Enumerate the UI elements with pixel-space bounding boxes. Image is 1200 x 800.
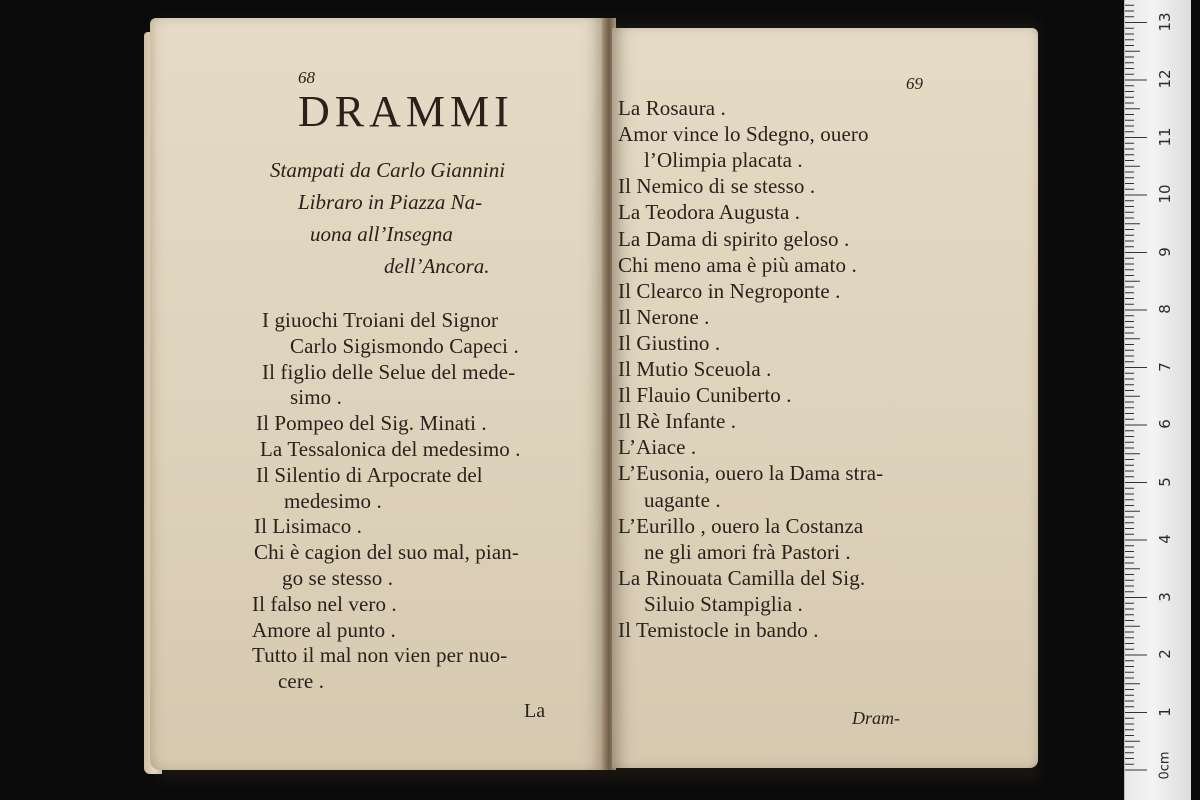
left-page: [150, 18, 605, 770]
entry-line: simo .: [290, 385, 342, 410]
entry-line: ne gli amori frà Pastori .: [644, 539, 851, 564]
ruler-number: 6: [1156, 419, 1174, 429]
measuring-ruler: [1124, 0, 1191, 800]
entry-line: uagante .: [644, 487, 721, 512]
entry-line: Il Lisimaco .: [254, 514, 363, 539]
entry-line: Il falso nel vero .: [252, 591, 397, 616]
imprint-line: Libraro in Piazza Na-: [298, 190, 483, 214]
open-book: [150, 10, 1042, 780]
ruler-number: 9: [1156, 246, 1174, 257]
entry-line: Chi è cagion del suo mal, pian-: [254, 540, 519, 565]
page-number-right: 69: [906, 74, 923, 93]
ruler-number: 2: [1156, 649, 1174, 659]
ruler-number: 8: [1156, 304, 1174, 314]
imprint-line: uona all’Insegna: [310, 222, 453, 246]
entry-line: Il Pompeo del Sig. Minati .: [256, 411, 487, 436]
ruler-number: 5: [1156, 476, 1174, 487]
catchword-left: La: [524, 700, 546, 722]
entry-line: L’Aiace .: [618, 435, 697, 460]
ruler-ticks: [1125, 0, 1191, 800]
entry-line: La Rosaura .: [618, 96, 726, 120]
entry-line: La Rinouata Camilla del Sig.: [618, 565, 866, 590]
entry-line: cere .: [278, 669, 325, 694]
ruler-number: 11: [1156, 126, 1174, 147]
entry-line: Il Mutio Sceuola .: [618, 357, 772, 381]
entry-line: l’Olimpia placata .: [644, 148, 803, 173]
entry-line: Il Clearco in Negroponte .: [618, 278, 841, 303]
entry-line: Amor vince lo Sdegno, ouero: [618, 122, 869, 147]
entry-line: medesimo .: [284, 488, 382, 513]
ruler-number: 7: [1156, 361, 1174, 372]
entry-line: L’Eusonia, ouero la Dama stra-: [618, 461, 884, 486]
entry-line: Amore al punto .: [252, 617, 396, 642]
entry-line: Il Nerone .: [618, 304, 710, 329]
entry-line: I giuochi Troiani del Signor: [262, 308, 499, 332]
entry-line: Carlo Sigismondo Capeci .: [290, 333, 519, 358]
entry-line: Il Giustino .: [618, 330, 721, 355]
imprint-line: dell’Ancora.: [384, 254, 490, 278]
entry-line: Il Silentio di Arpocrate del: [256, 462, 483, 487]
entry-line: Chi meno ama è più amato .: [618, 252, 857, 277]
ruler-unit-label: 0cm: [1157, 751, 1173, 780]
entry-line: go se stesso .: [282, 566, 394, 590]
entry-line: La Dama di spirito geloso .: [618, 226, 850, 251]
entry-line: Siluio Stampiglia .: [644, 591, 803, 616]
ruler-number: 13: [1156, 11, 1174, 32]
ruler-number: 10: [1156, 184, 1174, 204]
catchword-right: Dram-: [852, 708, 900, 728]
entry-line: Il figlio delle Selue del mede-: [262, 359, 516, 384]
right-page: [612, 28, 1038, 768]
entry-line: La Teodora Augusta .: [618, 200, 801, 225]
ruler-number: 1: [1156, 706, 1174, 717]
entry-line: Il Temistocle in bando .: [618, 618, 819, 642]
ruler-number: 4: [1156, 534, 1174, 544]
ruler-number: 3: [1156, 591, 1174, 602]
imprint-line: Stampati da Carlo Giannini: [270, 158, 506, 182]
page-number-left: 68: [298, 68, 315, 87]
entry-line: Tutto il mal non vien per nuo-: [252, 643, 508, 668]
page-title: DRAMMI: [298, 87, 514, 136]
entry-line: Il Flauio Cuniberto .: [618, 383, 792, 408]
ruler-number: 12: [1156, 69, 1174, 89]
entry-line: L’Eurillo , ouero la Costanza: [618, 513, 864, 538]
entry-line: Il Rè Infante .: [618, 409, 737, 434]
entry-line: Il Nemico di se stesso .: [618, 174, 816, 199]
entry-line: La Tessalonica del medesimo .: [260, 437, 521, 461]
